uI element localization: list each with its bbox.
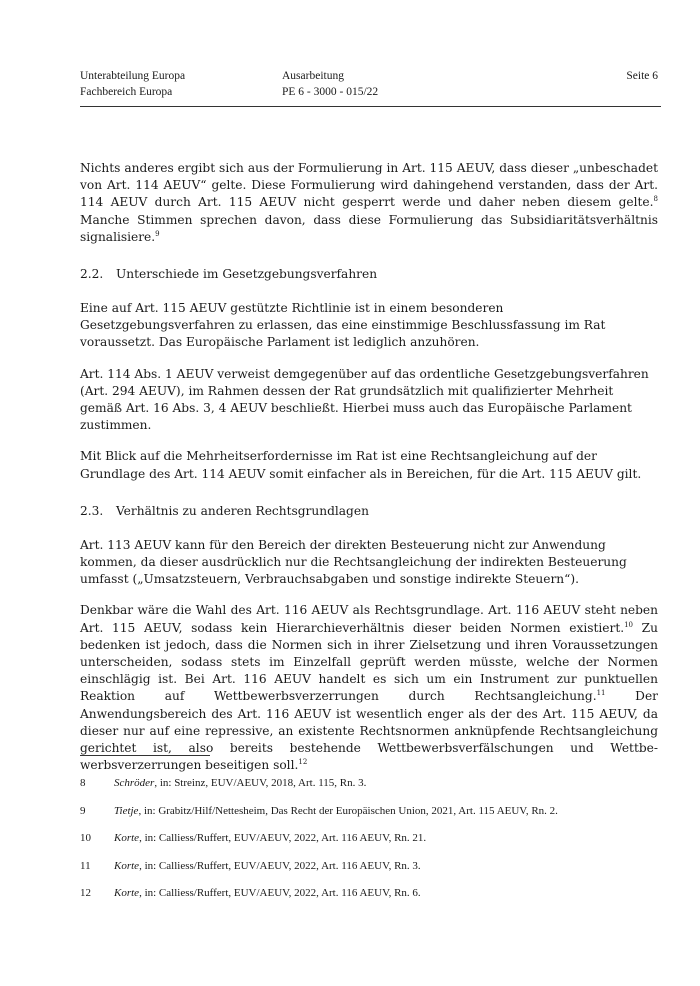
paragraph-4: Mit Blick auf die Mehrheitserfordernisse im Rat ist eine Rechtsangleichung auf der Grundlage des Art. 114 AEUV somit einfacher als in Bereichen, für die Art. 115 AEUV gilt. [80,449,642,481]
footnote-item [80,859,660,873]
footnote-ref-12[interactable]: 12 [298,758,308,767]
paragraph-3: Art. 114 Abs. 1 AEUV verweist demgegenüber auf das ordentliche Gesetzgebungsverfahren (Art. 294 AEUV), im Rahmen dessen der Rat grundsätzlich mit qualifizierter Mehrheit gemäß Art. 16 Abs. 3, 4 AEUV beschließt. Hierbei muss auch das Europäische Parlament zustimmen. [80,366,649,433]
header-doc-number: PE 6 - 3000 - 015/22 [282,86,379,98]
header-section: Fachbereich Europa [80,86,173,98]
footnote-number: 9 [80,804,86,817]
footnote-text: Korte, in: Calliess/Ruffert, EUV/AEUV, 2022, Art. 116 AEUV, Rn. 3. [114,859,421,872]
header-doc-type: Ausarbeitung [282,70,344,82]
footnote-item [80,804,660,818]
header-subdivision: Unterabteilung Europa [80,70,186,82]
main-content [80,160,658,788]
header-department [80,68,185,100]
footnote-item [80,886,660,900]
footnote-number: 10 [80,832,91,844]
paragraph-2: Eine auf Art. 115 AEUV gestützte Richtlinie ist in einem besonderen Gesetzgebungsverfahren zu erlassen, das eine einstimmige Beschlussfassung im Rat voraussetzt. Das Europäische Parlament ist lediglich anzuhören. [80,301,606,350]
header-divider [80,106,661,107]
footnote-text: Schröder, in: Streinz, EUV/AEUV, 2018, Art. 115, Rn. 3. [114,777,367,789]
footnote-ref-10[interactable]: 10 [624,620,634,629]
footnote-ref-11[interactable]: 11 [596,689,606,698]
section-heading-2-2: 2.2. Unterschiede im Gesetzgebungsverfahren [80,267,378,282]
footnote-text: Korte, in: Calliess/Ruffert, EUV/AEUV, 2022, Art. 116 AEUV, Rn. 6. [114,887,421,899]
paragraph-1: Nichts anderes ergibt sich aus der Formulierung in Art. 115 AEUV, dass dieser „unbeschadet von Art. 114 AEUV“ gelte. Diese Formulierung wird dahingehend verstanden, dass der Art. 114 AEUV durch Art. 115 AEUV nicht gesperrt werde und daher neben diesem gelte.$^8$ Manche Stimmen sprechen davon, dass diese Formulierung das Subsidiaritätsverhältnis signalisiere.$^9$ [80,161,658,244]
footnotes [80,776,660,914]
paragraph-6: Denkbar wäre die Wahl des Art. 116 AEUV als Rechtsgrundlage. Art. 116 AEUV steht neben Art. 115 AEUV, sodass kein Hierarchieverhältnis dieser beiden Normen existiert.$^{10}$ Zu bedenken ist jedoch, dass die Normen sich in ihrer Zielsetzung und ihren Voraussetzungen unterscheiden, sodass stets im Einzelfall geprüft werden müsste, welche der Normen einschlägig ist. Bei Art. 116 AEUV handelt es sich um ein Instrument zur punktuellen Reaktion auf Wettbewerbsverzerrungen durch Rechtsangleichung.$^{11}$ Der Anwendungsbereich des Art. 116 AEUV ist wesentlich enger als der des Art. 115 AEUV, da dieser nur auf eine repressive, an existente Rechtsnormen anknüpfende Rechtsangleichung gerichtet ist, also bereits bestehende Wettbewerbsverfälschungen und Wettbewerbsverzerrungen beseitigen soll.$^{12}$ [80,603,658,773]
footnote-item [80,776,660,790]
paragraph-5: Art. 113 AEUV kann für den Bereich der direkten Besteuerung nicht zur Anwendung kommen, da dieser ausdrücklich nur die Rechtsangleichung der indirekten Besteuerung umfasst („Umsatzsteuern, Verbrauchsabgaben und sonstige indirekte Steuern“). [80,537,627,587]
header-document [282,68,378,100]
footnote-number: 11 [80,859,91,872]
page-number: Seite 6 [626,70,658,82]
footnote-ref-9[interactable]: 9 [155,229,160,238]
footnote-item [80,831,660,845]
footnote-ref-8[interactable]: 8 [653,195,658,204]
footnote-number: 8 [80,777,86,789]
footnote-text: Korte, in: Calliess/Ruffert, EUV/AEUV, 2022, Art. 116 AEUV, Rn. 21. [114,832,427,844]
section-heading-2-3: 2.3. Verhältnis zu anderen Rechtsgrundlagen [80,503,369,518]
footnote-number: 12 [80,887,91,899]
footnote-text: Tietje, in: Grabitz/Hilf/Nettesheim, Das Recht der Europäischen Union, 2021, Art. 115 AEUV, Rn. 2. [114,804,558,817]
footnote-divider [80,755,210,756]
